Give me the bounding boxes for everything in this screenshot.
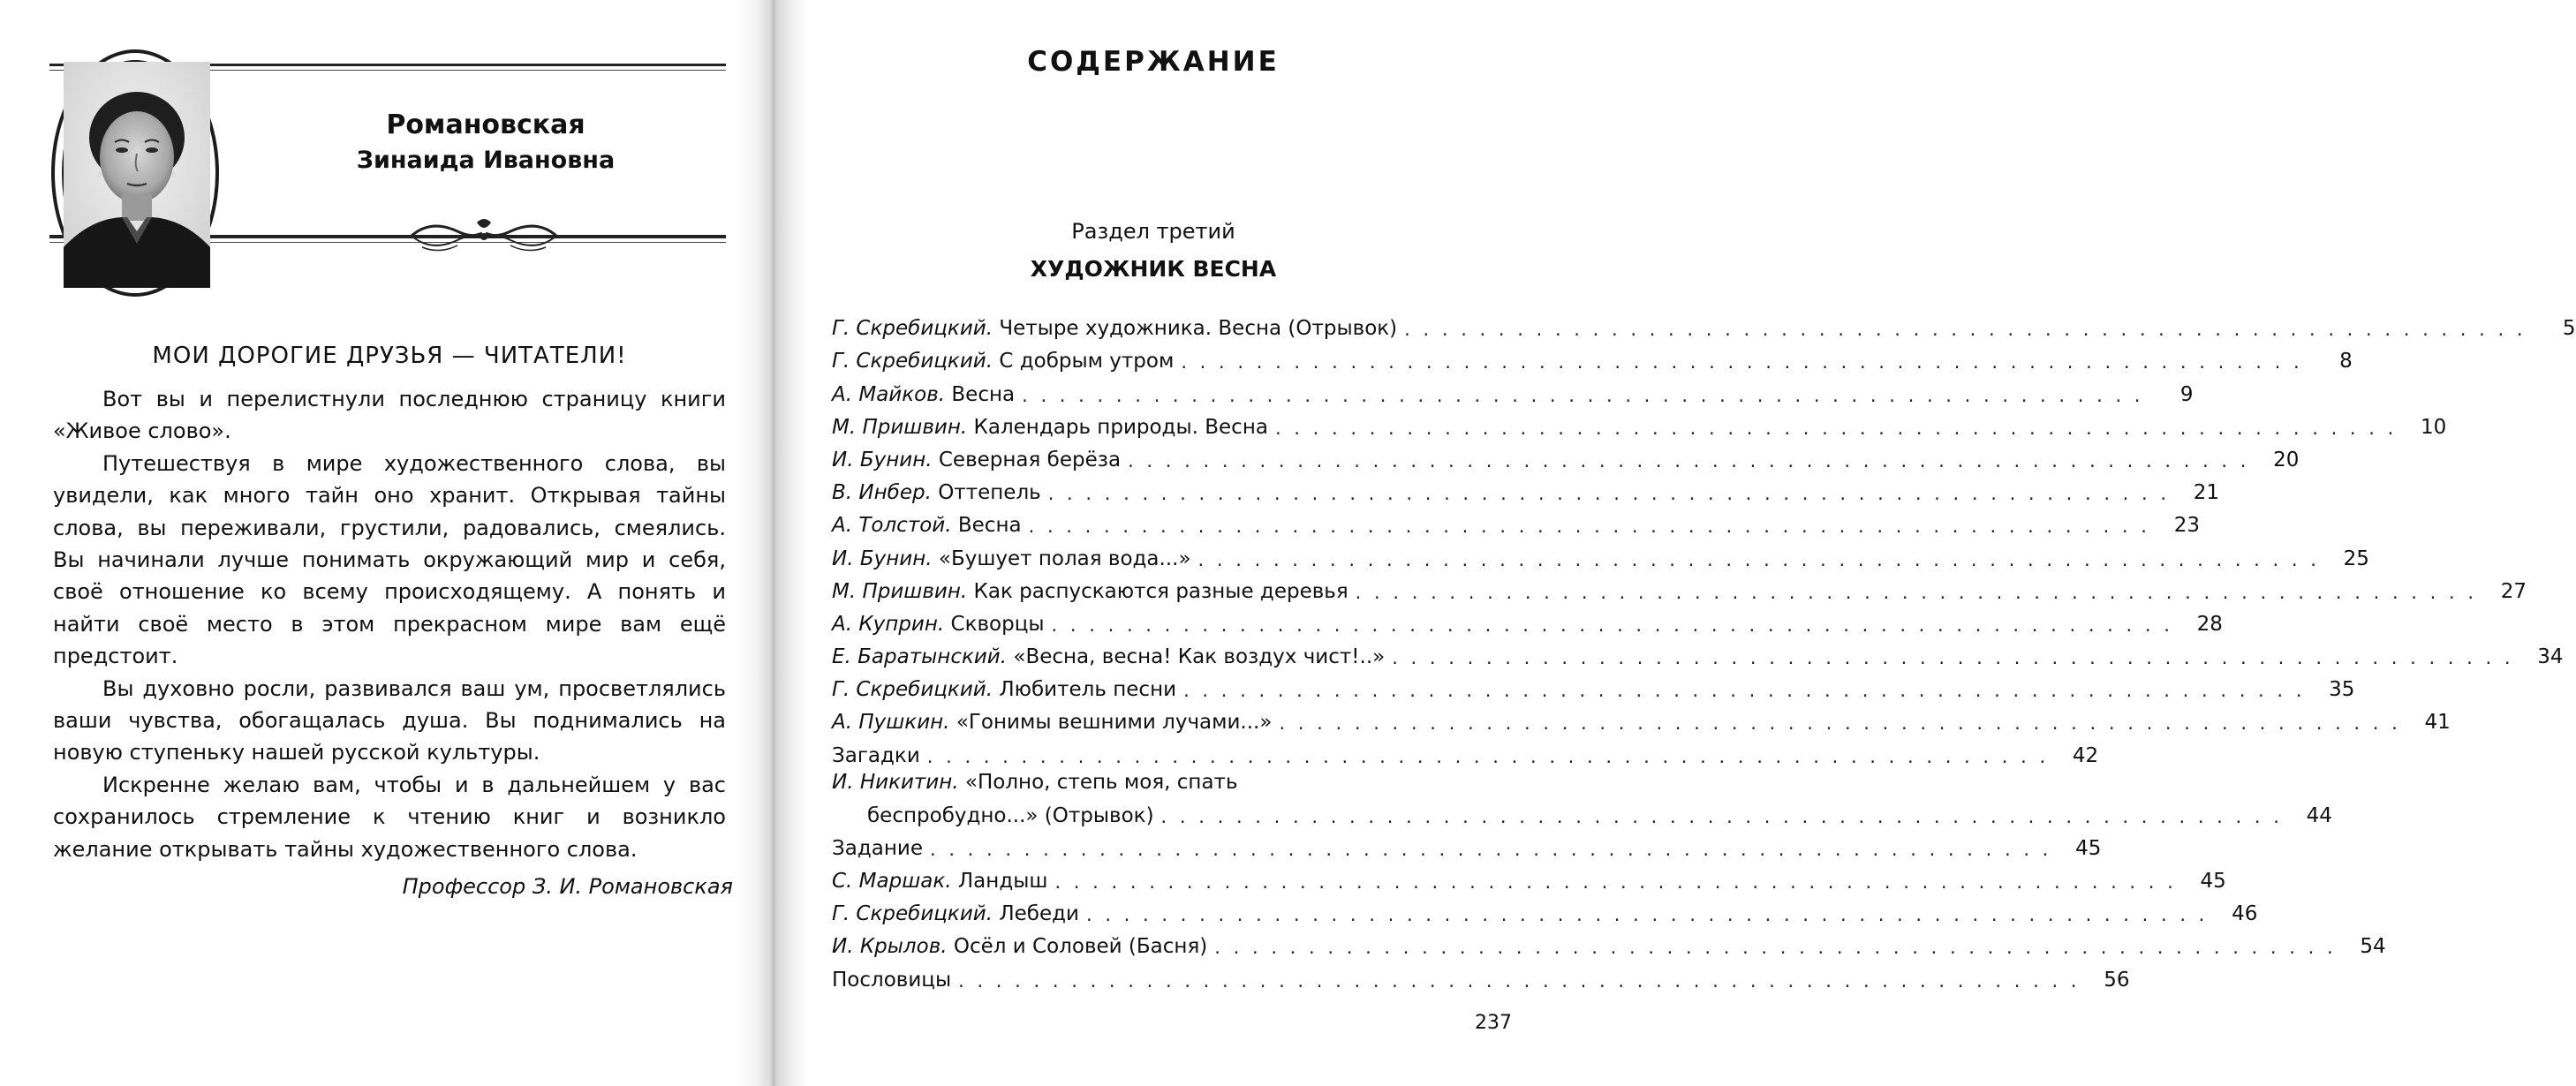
toc-entry-page: 45 [2075,836,2102,860]
toc-entry [832,701,2451,735]
letter-paragraph: Вы духовно росли, развивался ваш ум, просветлялись ваши чувства, обогащалась душа. Вы поднимались на новую ступеньку нашей русской культуры. [53,675,726,765]
toc-entry-author: С. Маршак. [832,870,952,893]
book-gutter [738,0,809,1086]
toc-entry-page: 42 [2072,743,2099,767]
toc-entry-text [832,678,1176,701]
toc-entry-line [832,797,2332,827]
toc-list [832,307,2576,992]
toc-entry-text [832,613,1045,636]
toc-entry [832,860,2226,893]
toc-entry-author: М. Пришвин. [832,415,968,439]
toc-entry-author: И. Бунин. [832,448,933,471]
toc-entry-page: 8 [2339,350,2353,373]
toc-entry-author: Г. Скребицкий. [832,350,993,373]
toc-dot-leader: . . . . . . . . . . . . . . . . . . . . . . . . . . . . . . . . . . . . . . . . . . . . . . . . . . . . . . . . . . . . [1028,516,2150,538]
toc-entry-title: «Бушует полая вода...» [938,547,1191,570]
toc-entry-text [832,711,1272,734]
toc-entry [832,767,2332,827]
section-title: ХУДОЖНИК ВЕСНА [1030,256,1277,282]
letter-paragraph: Искренне желаю вам, чтобы и в дальнейшем у вас сохранилось стремление к чтению книг и возникло желание открывать тайны художественного слова. [53,772,726,862]
toc-dot-leader: . . . . . . . . . . . . . . . . . . . . . . . . . . . . . . . . . . . . . . . . . . . . . . . . . . . . . . . . . . . . [1181,351,2303,373]
toc-dot-leader: . . . . . . . . . . . . . . . . . . . . . . . . . . . . . . . . . . . . . . . . . . . . . . . . . . . . . . . . . . . . [1051,614,2173,636]
letter-paragraph: Путешествуя в мире художественного слова, вы увидели, как много тайн оно хранит. Открывая тайны слова, вы переживали, грустили, радовались, смеялись. Вы начинали лучше понимать окружающий мир и себя, своё отношение ко всему происходящему. А понять и найти своё место в этом прекрасном мире вам ещё предстоит. [53,450,726,669]
toc-entry-title: Как распускаются разные деревья [973,579,1348,603]
toc-entry-page: 9 [2179,382,2194,406]
decorative-scroll-icon [404,214,563,258]
toc-entry-author: Е. Баратынский. [832,645,1008,669]
toc-entry-author: А. Куприн. [832,612,945,636]
toc-entry-author: Г. Скребицкий. [832,678,993,702]
toc-dot-leader: . . . . . . . . . . . . . . . . . . . . . . . . . . . . . . . . . . . . . . . . . . . . . . . . . . . . . . . . . . . . [1085,904,2209,926]
toc-entry-page: 5 [2562,317,2576,341]
toc-entry-text [832,837,923,860]
toc-entry [832,537,2369,570]
toc-entry-title: «Гонимы вешними лучами...» [956,711,1273,735]
toc-entry [832,827,2102,860]
toc-entry-text [832,383,1015,406]
toc-entry [832,668,2355,702]
toc-entry-author: А. Толстой. [832,514,952,538]
toc-heading: СОДЕРЖАНИЕ [1027,46,1280,78]
toc-dot-leader: . . . . . . . . . . . . . . . . . . . . . . . . . . . . . . . . . . . . . . . . . . . . . . . . . . . . . . . . . . . . [1054,871,2177,893]
toc-entry-page: 27 [2500,579,2527,603]
toc-dot-leader: . . . . . . . . . . . . . . . . . . . . . . . . . . . . . . . . . . . . . . . . . . . . . . . . . . . . . . . . . . . . [929,838,2052,860]
letter-signature: Профессор З. И. Романовская [402,874,733,899]
toc-entry-title: Задание [832,836,923,860]
toc-dot-leader: . . . . . . . . . . . . . . . . . . . . . . . . . . . . . . . . . . . . . . . . . . . . . . . . . . . . . . . . . . . . [1128,449,2250,471]
toc-entry-page: 25 [2343,547,2369,570]
toc-entry-text [832,416,1268,439]
toc-entry [832,570,2527,603]
toc-entry-title: Пословицы [832,968,952,992]
toc-dot-leader: . . . . . . . . . . . . . . . . . . . . . . . . . . . . . . . . . . . . . . . . . . . . . . . . . . . . . . . . . . . . [958,969,2081,992]
toc-entry [832,307,2576,341]
toc-entry-page: 10 [2421,415,2447,439]
toc-entry-title: «Полно, степь моя, спать [964,770,1238,794]
toc-entry [832,439,2300,471]
toc-entry-text [832,744,920,767]
toc-entry-author: Г. Скребицкий. [832,317,993,341]
toc-entry [832,893,2258,926]
toc-entry-page: 41 [2424,711,2451,735]
letter-body [53,383,726,865]
toc-entry [832,471,2220,505]
toc-entry-title: Оттепель [938,481,1041,505]
toc-entry-text [832,902,1079,925]
toc-dot-leader: . . . . . . . . . . . . . . . . . . . . . . . . . . . . . . . . . . . . . . . . . . . . . . . . . . . . . . . . . . . . [1160,805,2283,827]
toc-entry-author: А. Пушкин. [832,711,950,735]
toc-entry-author: И. Бунин. [832,547,933,570]
toc-entry [832,636,2564,669]
toc-entry-title-continued: беспробудно...» (Отрывок) [867,803,1154,827]
toc-entry-text [832,645,1385,668]
toc-entry-text [832,481,1041,504]
toc-entry-author: И. Крылов. [832,935,948,959]
author-portrait-frame [51,49,219,297]
toc-entry-page: 23 [2173,514,2200,538]
toc-entry-title: С добрым утром [999,350,1175,373]
toc-entry-title: Скворцы [950,612,1045,636]
toc-entry-author: Г. Скребицкий. [832,902,993,926]
toc-entry-page: 20 [2273,448,2300,471]
toc-entry-author: И. Никитин. [832,770,959,794]
author-surname: Романовская [386,109,585,140]
toc-entry-title: Ландыш [957,870,1048,893]
toc-dot-leader: . . . . . . . . . . . . . . . . . . . . . . . . . . . . . . . . . . . . . . . . . . . . . . . . . . . . . . . . . . . . [1392,647,2514,669]
toc-dot-leader: . . . . . . . . . . . . . . . . . . . . . . . . . . . . . . . . . . . . . . . . . . . . . . . . . . . . . . . . . . . . [1274,417,2398,439]
toc-entry [832,406,2447,439]
toc-entry-title: Весна [951,382,1016,406]
toc-entry-page: 56 [2104,968,2130,992]
toc-entry-page: 21 [2193,481,2220,505]
toc-entry-text [832,350,1174,373]
toc-entry-text [832,547,1191,570]
toc-entry [832,504,2200,538]
toc-entry-text [832,870,1047,893]
toc-entry-title: Четыре художника. Весна (Отрывок) [999,317,1398,341]
toc-entry-text [832,514,1022,537]
toc-entry-title: Северная берёза [938,448,1122,471]
toc-entry-page: 28 [2196,612,2223,636]
toc-dot-leader: . . . . . . . . . . . . . . . . . . . . . . . . . . . . . . . . . . . . . . . . . . . . . . . . . . . . . . . . . . . . [1279,713,2401,735]
toc-entry-line [832,768,1508,796]
toc-entry-author: А. Майков. [832,382,946,406]
toc-entry [832,734,2099,767]
toc-entry-page: 45 [2200,870,2226,893]
toc-dot-leader: . . . . . . . . . . . . . . . . . . . . . . . . . . . . . . . . . . . . . . . . . . . . . . . . . . . . . . . . . . . . [1355,581,2478,603]
toc-entry [832,958,2130,992]
toc-dot-leader: . . . . . . . . . . . . . . . . . . . . . . . . . . . . . . . . . . . . . . . . . . . . . . . . . . . . . . . . . . . . [1183,680,2306,702]
toc-entry-page: 44 [2306,803,2332,827]
toc-entry-title: Осёл и Соловей (Басня) [953,935,1208,959]
author-portrait [62,60,208,286]
author-given-names: Зинаида Ивановна [356,147,616,174]
toc-entry-text [832,935,1207,958]
toc-entry-page: 46 [2232,902,2258,926]
toc-entry-title: «Весна, весна! Как воздух чист!..» [1013,645,1386,669]
toc-entry-title: Весна [957,514,1022,538]
toc-entry [832,603,2223,636]
toc-entry-title: Лебеди [999,902,1079,926]
toc-dot-leader: . . . . . . . . . . . . . . . . . . . . . . . . . . . . . . . . . . . . . . . . . . . . . . . . . . . . . . . . . . . . [1022,384,2144,406]
toc-entry-author: В. Инбер. [832,481,932,505]
toc-entry-text [832,449,1121,471]
toc-entry [832,925,2386,959]
toc-entry-title: Любитель песни [999,678,1177,702]
page-number: 237 [1475,1012,1512,1034]
toc-dot-leader: . . . . . . . . . . . . . . . . . . . . . . . . . . . . . . . . . . . . . . . . . . . . . . . . . . . . . . . . . . . . [1197,548,2320,570]
toc-entry-author: М. Пришвин. [832,579,968,603]
toc-entry-text [832,317,1397,340]
letter-heading: МОИ ДОРОГИЕ ДРУЗЬЯ — ЧИТАТЕЛИ! [152,343,627,369]
portrait-photo [64,62,210,288]
toc-entry-title: Календарь природы. Весна [973,415,1268,439]
toc-entry [832,340,2353,373]
toc-dot-leader: . . . . . . . . . . . . . . . . . . . . . . . . . . . . . . . . . . . . . . . . . . . . . . . . . . . . . . . . . . . . [1214,937,2337,959]
toc-entry-text [832,580,1348,603]
left-page [0,0,738,1086]
toc-dot-leader: . . . . . . . . . . . . . . . . . . . . . . . . . . . . . . . . . . . . . . . . . . . . . . . . . . . . . . . . . . . . [926,745,2050,767]
toc-entry-title: Загадки [832,743,920,767]
toc-entry-page: 34 [2537,645,2564,669]
toc-dot-leader: . . . . . . . . . . . . . . . . . . . . . . . . . . . . . . . . . . . . . . . . . . . . . . . . . . . . . . . . . . . . [1404,319,2527,341]
letter-paragraph: Вот вы и перелистнули последнюю страницу книги «Живое слово». [53,387,726,444]
toc-entry [832,373,2194,406]
toc-entry-text [832,969,951,992]
toc-entry-page: 35 [2329,678,2355,702]
toc-entry-page: 54 [2360,935,2386,959]
section-label: Раздел третий [1071,219,1235,244]
right-page [809,0,2576,1086]
toc-dot-leader: . . . . . . . . . . . . . . . . . . . . . . . . . . . . . . . . . . . . . . . . . . . . . . . . . . . . . . . . . . . . [1047,483,2171,505]
